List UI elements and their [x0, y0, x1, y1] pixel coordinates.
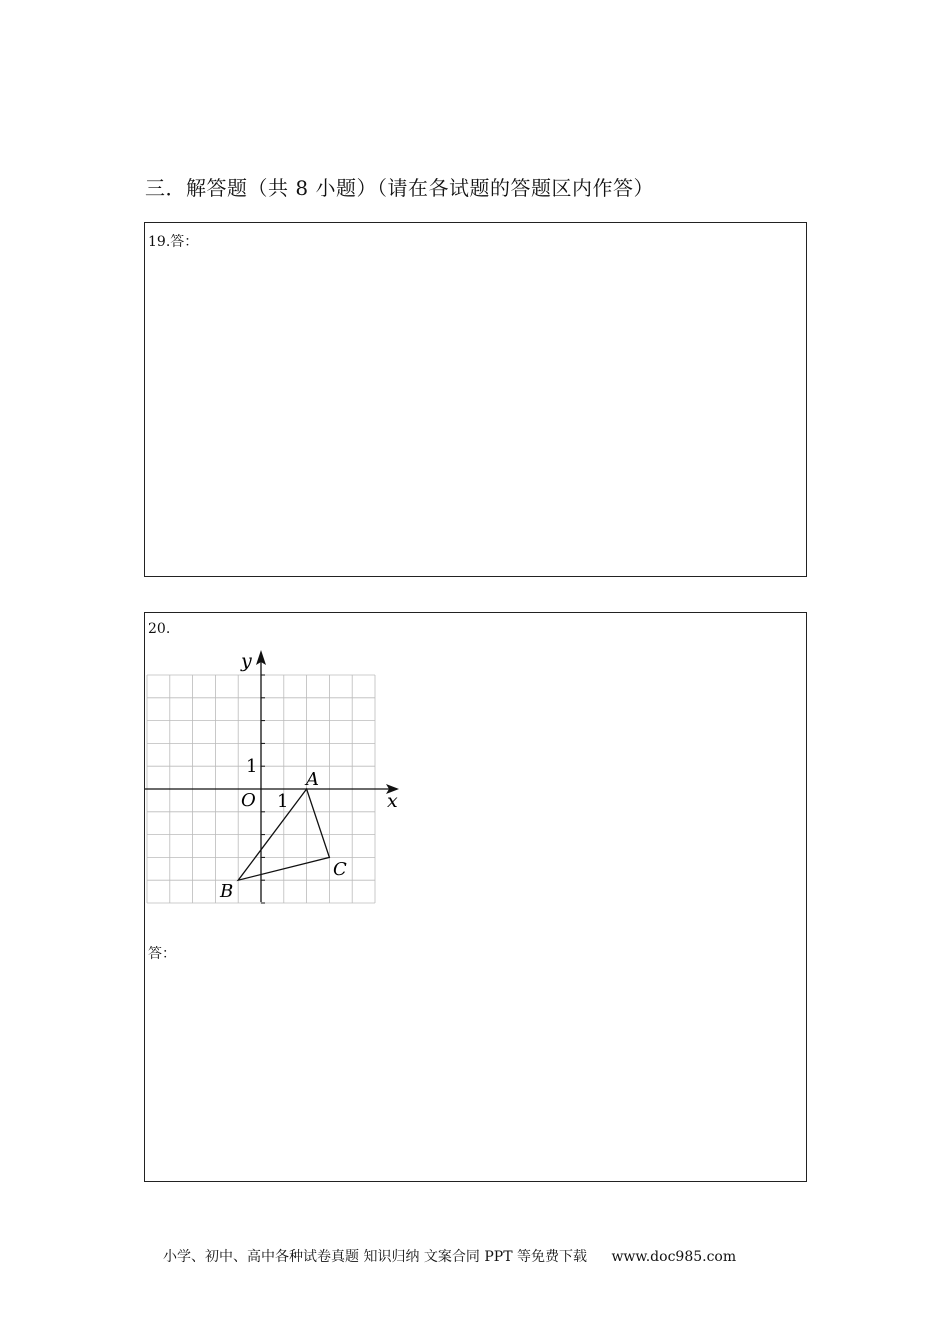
x-axis-label: x — [387, 790, 398, 812]
y-unit-label: 1 — [246, 756, 258, 777]
point-c-label: C — [333, 859, 347, 880]
question-19-label: 19.答： — [148, 234, 199, 250]
section-title: 三．解答题（共 8 小题）（请在各试题的答题区内作答） — [145, 176, 654, 200]
point-b-label: B — [220, 881, 234, 902]
question-20-label: 20. — [148, 621, 171, 637]
origin-label: O — [241, 790, 256, 811]
footer-text: 小学、初中、高中各种试卷真题 知识归纳 文案合同 PPT 等免费下载 — [163, 1249, 587, 1265]
footer — [163, 1246, 736, 1266]
coordinate-graph — [145, 645, 405, 907]
footer-url[interactable]: www.doc985.com — [611, 1249, 737, 1265]
y-axis-label: y — [241, 650, 252, 672]
answer-box-19[interactable] — [144, 222, 807, 577]
point-a-label: A — [306, 769, 319, 790]
x-unit-label: 1 — [277, 791, 289, 812]
question-20-answer-label: 答： — [148, 946, 176, 962]
answer-box-20[interactable] — [144, 612, 807, 1182]
